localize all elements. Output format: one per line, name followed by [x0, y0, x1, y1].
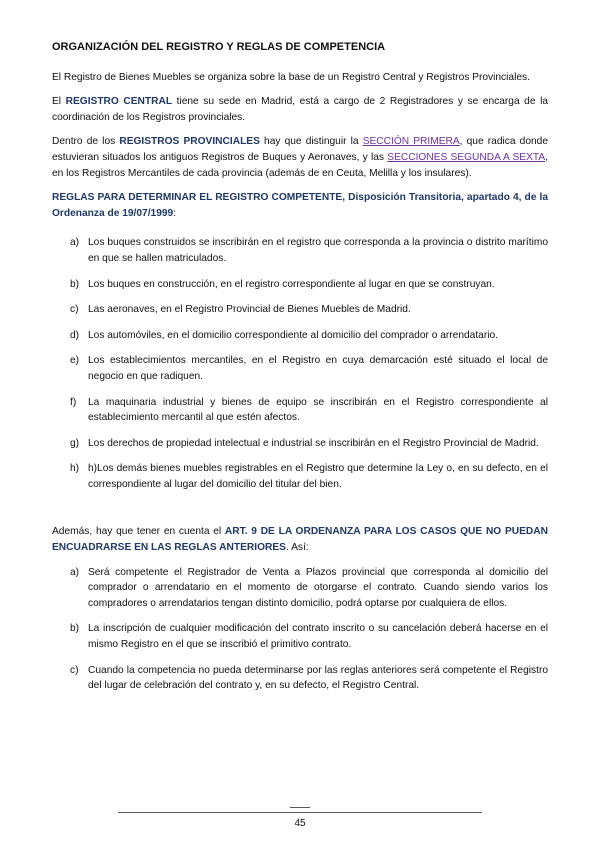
rules-item-text: h)Los demás bienes muebles registrables en el Registro que determine la Ley o, en su defecto, en el correspondiente al lugar del domicilio del titular del bien.: [88, 463, 548, 490]
rules-item-marker: c): [70, 304, 79, 316]
rules-item-text: Los buques en construcción, en el registro correspondiente al lugar en que se construyan.: [88, 278, 495, 290]
art9-item-marker: a): [70, 566, 80, 578]
rules-item-marker: e): [70, 355, 80, 367]
rules-heading-reference: , Disposición Transitoria, apartado 4, de la Ordenanza de 19/07/1999: [52, 192, 548, 219]
rules-item: [52, 395, 548, 426]
rules-item-marker: d): [70, 329, 80, 341]
rules-item-marker: h): [70, 463, 80, 475]
intro-text: El Registro de Bienes Muebles se organiza sobre la base de un Registro Central y Registros Provinciales.: [52, 71, 530, 83]
keyword-art9: ART. 9 DE LA ORDENANZA PARA LOS CASOS QUE NO PUEDAN ENCUADRARSE EN LAS REGLAS ANTERIORES: [52, 526, 548, 554]
rules-item-text: Los automóviles, en el domicilio correspondiente al domicilio del comprador o arrendatario.: [88, 329, 498, 341]
rules-item-text: Los buques construidos se inscribirán en el registro que corresponda a la provincia o distrito marítimo en que se hallen matriculados.: [88, 237, 548, 264]
rules-item: [52, 328, 548, 344]
rules-item: [52, 277, 548, 293]
footer-divider: [118, 812, 482, 813]
art9-item-text: Cuando la competencia no pueda determinarse por las reglas anteriores será competente el Registro del lugar de celebración del contrato y, en su defecto, el Registro Central.: [88, 664, 548, 692]
rules-item-marker: a): [70, 237, 80, 249]
text-fragment: El: [52, 96, 66, 108]
spacer: [52, 502, 548, 524]
text-fragment: tiene su sede en Madrid, está a cargo de 2 Registradores y se encarga de la coordinación de los Registros provinciales.: [52, 96, 548, 123]
art9-item: [52, 621, 548, 652]
registros-provinciales-paragraph: [52, 134, 548, 181]
rules-item-marker: b): [70, 278, 80, 290]
rules-item-marker: f): [70, 396, 77, 408]
keyword-registro-central: REGISTRO CENTRAL: [65, 96, 173, 108]
rules-heading: [52, 190, 548, 221]
text-fragment: Además, hay que tener en cuenta el: [52, 526, 225, 538]
art9-item-marker: c): [70, 664, 79, 676]
text-fragment: . Así:: [285, 542, 309, 554]
text-fragment: , en los Registros Mercantiles de cada provincia (además de en Ceuta, Melilla y los insulares).: [52, 151, 548, 179]
rules-heading-colon: :: [173, 207, 177, 219]
rules-item-text: Los establecimientos mercantiles, en el Registro en cuya demarcación esté situado el local de negocio en que radiquen.: [88, 355, 548, 382]
rules-list: [52, 235, 548, 492]
art9-list: [52, 565, 548, 694]
art9-item: [52, 663, 548, 694]
art9-paragraph: [52, 524, 548, 555]
link-secciones-segunda-a-sexta[interactable]: SECCIONES SEGUNDA A SEXTA: [387, 151, 546, 163]
text-fragment: , que radica donde estuvieran situados los antiguos Registros de Buques y Aeronaves, y las: [52, 136, 548, 163]
rules-item: [52, 353, 548, 384]
text-fragment: hay que distinguir la: [259, 136, 363, 148]
footer-tick: [290, 807, 310, 808]
rules-item-text: La maquinaria industrial y bienes de equipo se inscribirán en el Registro correspondiente al establecimiento mercantil al que estén afectos.: [88, 396, 548, 424]
page-number: 45: [294, 818, 306, 829]
link-seccion-primera[interactable]: SECCIÓN PRIMERA: [362, 136, 460, 148]
text-fragment: Dentro de los: [52, 136, 120, 148]
page-title: ORGANIZACIÓN DEL REGISTRO Y REGLAS DE COMPETENCIA: [52, 41, 386, 53]
art9-item-text: Será competente el Registrador de Venta a Plazos provincial que corresponda al domicilio del comprador o arrendatario en el momento de otorgarse el contrato. Cuando siendo varios los compradores o arrendatarios tengan distinto domicilio, podrá optarse por cualquiera de ellos.: [88, 566, 548, 609]
rules-item-text: Los derechos de propiedad intelectual e industrial se inscribirán en el Registro Provincial de Madrid.: [88, 437, 539, 449]
intro-paragraph: [52, 70, 548, 86]
keyword-registros-provinciales: REGISTROS PROVINCIALES: [119, 136, 260, 148]
rules-item: [52, 302, 548, 318]
rules-item-marker: g): [70, 437, 80, 449]
rules-item: [52, 461, 548, 492]
art9-item-text: La inscripción de cualquier modificación del contrato inscrito o su cancelación deberá hacerse en el mismo Registro en el que se inscribió el primitivo contrato.: [88, 623, 548, 651]
rules-item: [52, 235, 548, 266]
rules-heading-keyword: REGLAS PARA DETERMINAR EL REGISTRO COMPETENTE: [52, 192, 343, 204]
rules-item-text: Las aeronaves, en el Registro Provincial de Bienes Muebles de Madrid.: [88, 304, 411, 316]
art9-item-marker: b): [70, 623, 80, 635]
art9-item: [52, 565, 548, 612]
rules-item: [52, 436, 548, 452]
registro-central-paragraph: [52, 94, 548, 125]
